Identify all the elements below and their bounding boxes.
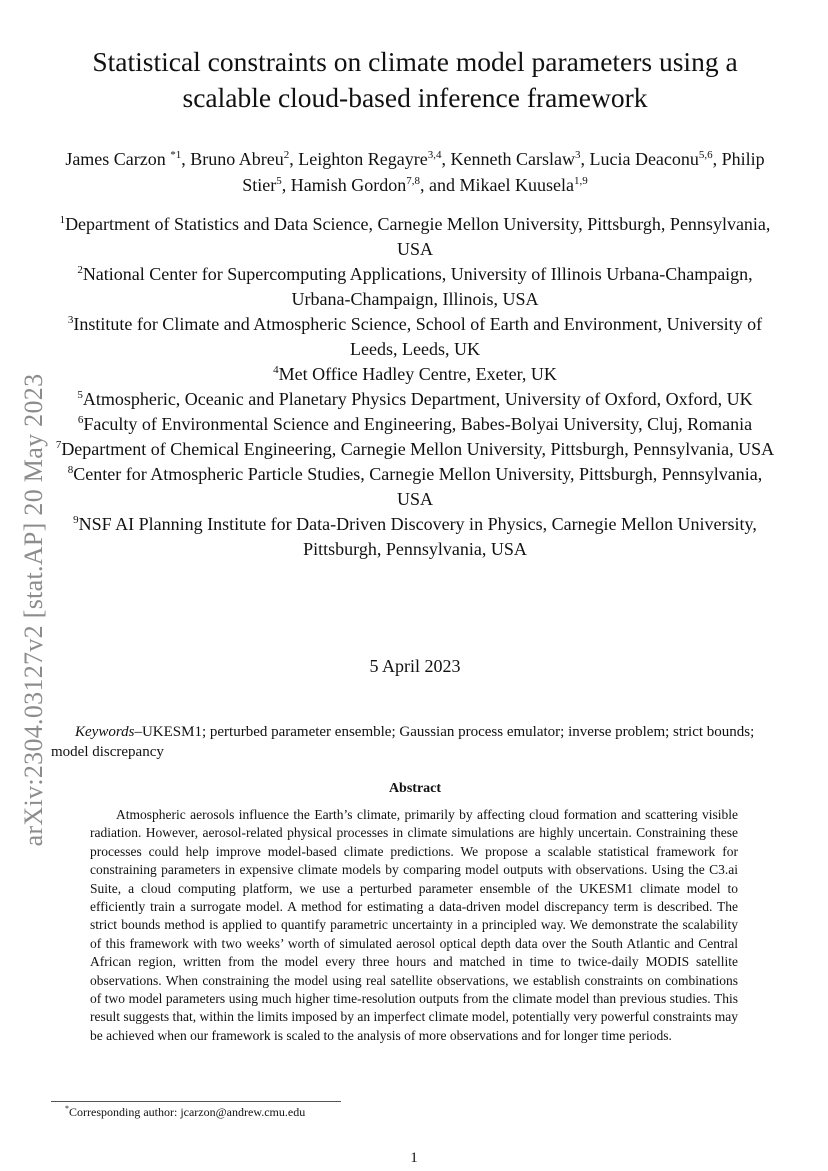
footnote-divider (51, 1101, 341, 1102)
footnote-mark: * (65, 1104, 69, 1113)
affiliation: $^5$Atmospheric, Oceanic and Planetary Physics Department, University of Oxford, Oxford, UK (77, 389, 753, 409)
author: Mikael Kuusela$^{1,9}$ (459, 175, 588, 195)
author: James Carzon $^{*1}$ (65, 149, 182, 169)
author: Philip Stier$^5$ (242, 149, 765, 195)
author: Hamish Gordon$^{7,8}$ (290, 175, 421, 195)
author: Bruno Abreu$^2$ (190, 149, 290, 169)
abstract-heading: Abstract (388, 781, 442, 796)
paper-title: Statistical constraints on climate model parameters using a scalable cloud-based inference framework (92, 46, 738, 113)
arxiv-identifier-stamp (14, 350, 54, 870)
affiliation: $^8$Center for Atmospheric Particle Studies, Carnegie Mellon University, Pittsburgh, Pennsylvania, USA (67, 464, 763, 509)
arxiv-identifier-text: arXiv:2304.03127v2 [stat.AP] 20 May 2023 (19, 373, 48, 847)
footnote-text: Corresponding author: jcarzon@andrew.cmu.edu (69, 1105, 306, 1119)
author: Leighton Regayre$^{3,4}$ (298, 149, 442, 169)
affiliation: $^4$Met Office Hadley Centre, Exeter, UK (273, 364, 557, 384)
affiliation: $^2$National Center for Supercomputing Applications, University of Illinois Urbana-Champaign, Urbana-Champaign, Illinois, USA (77, 264, 753, 309)
keywords (51, 722, 779, 762)
affiliation: $^6$Faculty of Environmental Science and Engineering, Babes-Bolyai University, Cluj, Romania (77, 414, 753, 434)
author-list: James Carzon $^{*1}$, Bruno Abreu$^2$, Leighton Regayre$^{3,4}$, Kenneth Carslaw$^3$, Lucia Deaconu$^{5,6}$, Philip Stier$^5$, Hamish Gordon$^{7,8}$, and Mikael Kuusela$^{1,9}$ (65, 149, 765, 195)
affiliation: $^1$Department of Statistics and Data Science, Carnegie Mellon University, Pittsburgh, Pennsylvania, USA (59, 214, 771, 259)
affiliation: $^9$NSF AI Planning Institute for Data-Driven Discovery in Physics, Carnegie Mellon University, Pittsburgh, Pennsylvania, USA (73, 514, 757, 559)
affiliation-list (52, 212, 778, 562)
publication-date: 5 April 2023 (369, 656, 461, 676)
keywords-text: –UKESM1; perturbed parameter ensemble; Gaussian process emulator; inverse problem; strict bounds; model discrepancy (51, 724, 755, 760)
footnote (65, 1105, 305, 1120)
abstract-body: Atmospheric aerosols influence the Earth’s climate, primarily by affecting cloud formation and scattering visible radiation. However, aerosol-related physical processes in climate simulations are highly uncertain. Constraining these processes could help improve model-based climate predictions. We propose a scalable statistical framework for constraining parameters in expensive climate models by comparing model outputs with observations. Using the C3.ai Suite, a cloud computing platform, we use a perturbed parameter ensemble of the UKESM1 climate model to efficiently train a surrogate model. A method for estimating a data-driven model discrepancy term is described. The strict bounds method is applied to quantify parametric uncertainty in a principled way. We demonstrate the scalability of this framework with two weeks’ worth of simulated aerosol optical depth data over the South Atlantic and Central African region, written from the model every three hours and matched in time to twice-daily MODIS satellite observations. When constraining the model using real satellite observations, we establish constraints on combinations of two model parameters using much higher time-resolution outputs from the climate model than previous studies. This result suggests that, within the limits imposed by an imperfect climate model, potentially very powerful constraints may be achieved when our framework is scaled to the analysis of more observations and for longer time periods. (90, 807, 738, 1043)
affiliation: $^3$Institute for Climate and Atmospheric Science, School of Earth and Environment, University of Leeds, Leeds, UK (67, 314, 763, 359)
author: Kenneth Carslaw$^3$ (450, 149, 581, 169)
author: Lucia Deaconu$^{5,6}$ (589, 149, 713, 169)
keywords-label: Keywords (75, 724, 135, 740)
affiliation: $^7$Department of Chemical Engineering, Carnegie Mellon University, Pittsburgh, Pennsylvania, USA (55, 439, 775, 459)
page-number: 1 (410, 1150, 418, 1166)
